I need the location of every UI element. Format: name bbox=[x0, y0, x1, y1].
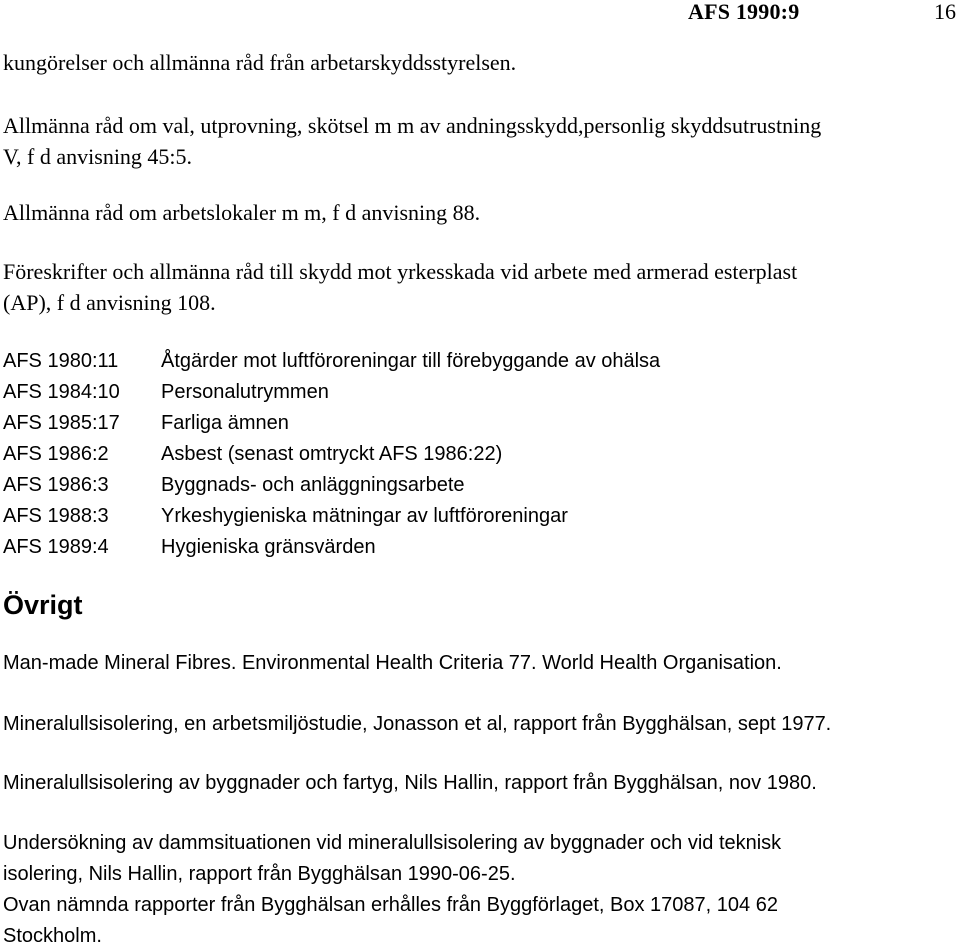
intro-line-1: kungörelser och allmänna råd från arbetarskyddsstyrelsen. bbox=[3, 50, 517, 75]
afs-title: Asbest (senast omtryckt AFS 1986:22) bbox=[161, 443, 503, 465]
text-line: Undersökning av dammsituationen vid mineralullsisolering av byggnader och vid teknisk bbox=[3, 832, 782, 854]
section-heading-other: Övrigt bbox=[3, 590, 83, 620]
afs-title: Personalutrymmen bbox=[161, 381, 329, 403]
intro-paragraph-3: Allmänna råd om arbetslokaler m m, f d anvisning 88. bbox=[3, 200, 481, 225]
other-item-4 bbox=[3, 828, 781, 890]
text-line: V, f d anvisning 45:5. bbox=[3, 144, 193, 169]
afs-title: Farliga ämnen bbox=[161, 412, 289, 434]
afs-code: AFS 1984:10 bbox=[3, 381, 120, 403]
document-id: AFS 1990:9 bbox=[688, 0, 800, 24]
page-header bbox=[0, 0, 960, 30]
afs-title: Yrkeshygieniska mätningar av luftföroreningar bbox=[161, 505, 568, 527]
other-item-5 bbox=[3, 890, 778, 952]
text-line: Ovan nämnda rapporter från Bygghälsan erhålles från Byggförlaget, Box 17087, 104 62 bbox=[3, 894, 778, 916]
other-item-1: Man-made Mineral Fibres. Environmental Health Criteria 77. World Health Organisation. bbox=[3, 652, 782, 674]
afs-code: AFS 1989:4 bbox=[3, 536, 109, 558]
page-number: 16 bbox=[934, 0, 956, 24]
other-item-3: Mineralullsisolering av byggnader och fartyg, Nils Hallin, rapport från Bygghälsan, nov 1980. bbox=[3, 772, 817, 794]
text-line: Allmänna råd om val, utprovning, skötsel m m av andningsskydd,personlig skyddsutrustning bbox=[3, 113, 822, 138]
afs-code: AFS 1986:2 bbox=[3, 443, 109, 465]
intro-paragraph-4 bbox=[3, 256, 797, 318]
text-line: (AP), f d anvisning 108. bbox=[3, 290, 216, 315]
afs-title: Åtgärder mot luftföroreningar till förebyggande av ohälsa bbox=[161, 350, 661, 372]
afs-title: Hygieniska gränsvärden bbox=[161, 536, 376, 558]
afs-code: AFS 1985:17 bbox=[3, 412, 120, 434]
text-line: isolering, Nils Hallin, rapport från Bygghälsan 1990-06-25. bbox=[3, 863, 516, 885]
text-line: Stockholm. bbox=[3, 925, 102, 947]
afs-code: AFS 1986:3 bbox=[3, 474, 109, 496]
text-line: Föreskrifter och allmänna råd till skydd mot yrkesskada vid arbete med armerad esterplast bbox=[3, 259, 798, 284]
afs-title: Byggnads- och anläggningsarbete bbox=[161, 474, 465, 496]
intro-paragraph-2 bbox=[3, 110, 821, 172]
afs-code: AFS 1980:11 bbox=[3, 350, 119, 372]
other-item-2: Mineralullsisolering, en arbetsmiljöstudie, Jonasson et al, rapport från Bygghälsan, sept 1977. bbox=[3, 713, 832, 735]
afs-code: AFS 1988:3 bbox=[3, 505, 109, 527]
